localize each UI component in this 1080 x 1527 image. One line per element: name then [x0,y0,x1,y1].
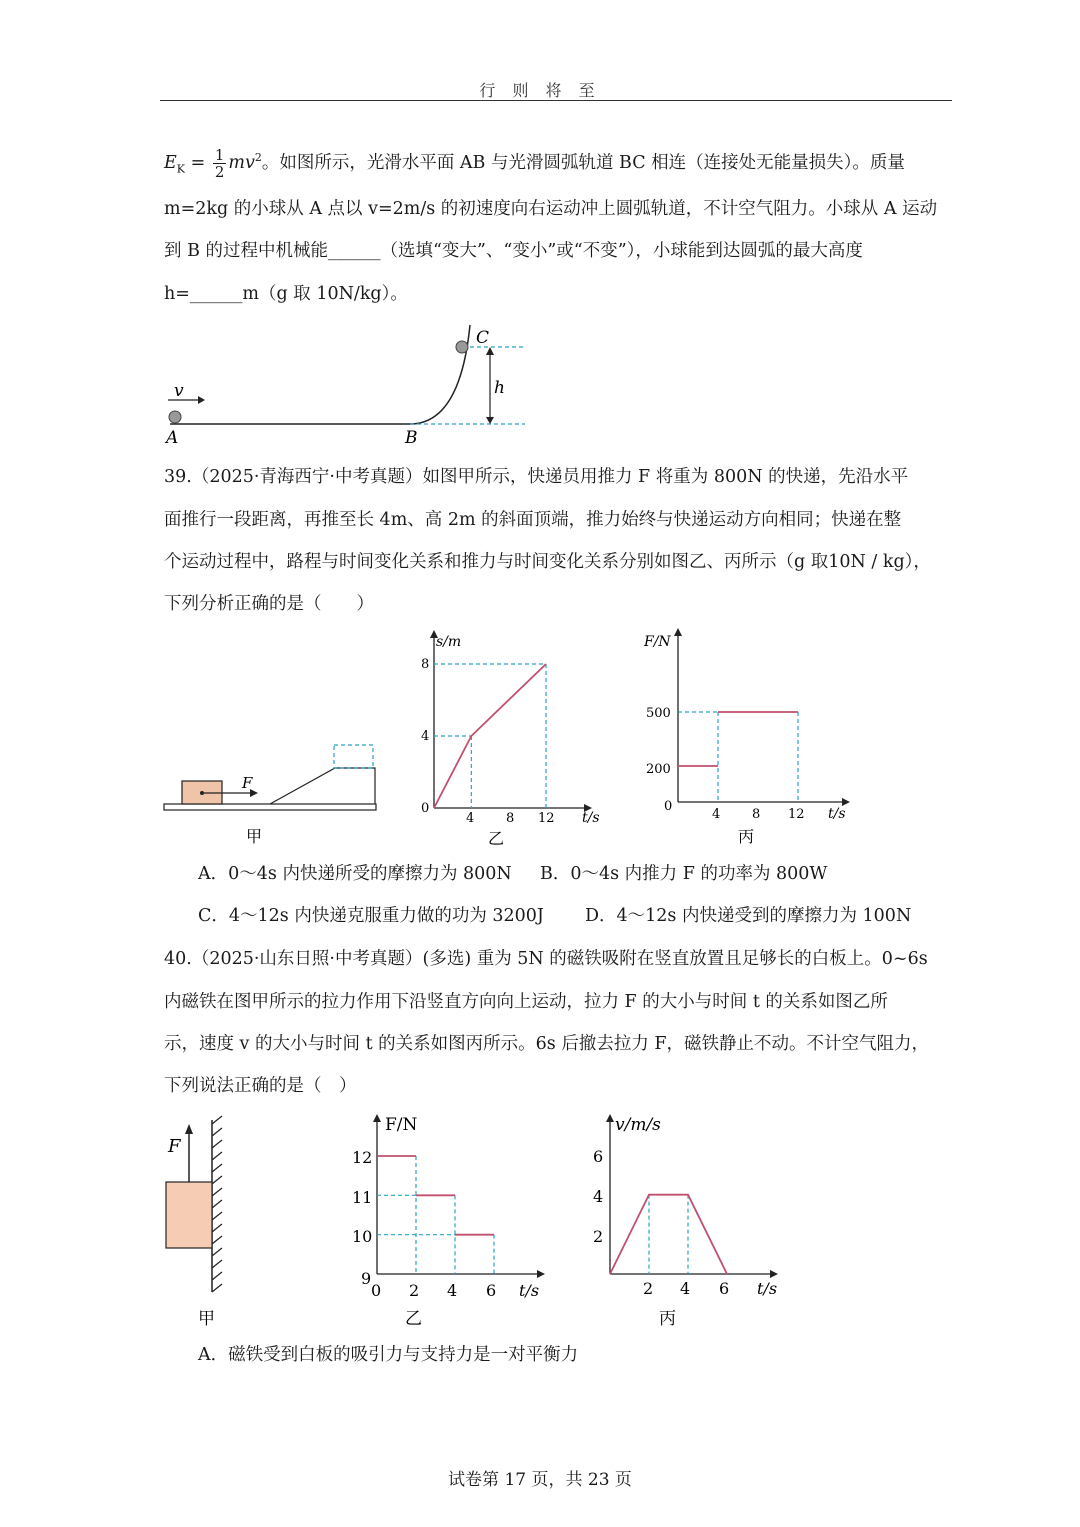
v-t-line [610,1195,727,1274]
q39-fig-jia [160,738,380,848]
v-ytick-4: 4 [593,1187,604,1206]
y-axis-arrow [674,628,682,636]
q38-line-1-text: 。如图所示，光滑水平面 AB 与光滑圆弧轨道 BC 相连（连接处无能量损失）。质量 [261,152,905,173]
caption-jia: 甲 [246,827,263,846]
bing-ytick-200: 200 [646,762,671,777]
v-ytick-2: 2 [593,1227,604,1246]
formula-fraction [213,147,227,180]
x-axis-arrow [842,798,850,806]
f-xlabel: t/s [519,1281,540,1300]
q38-line-2: m=2kg 的小球从 A 点以 v=2m/s 的初速度向右运动冲上圆弧轨道，不计空气阻力。小球从 A 运动 [164,199,938,219]
wall-hatch [212,1248,222,1256]
wall-hatch [212,1200,222,1208]
header-rule [160,100,952,101]
bing-xlabel: t/s [828,806,846,822]
label-c: C [476,328,490,348]
q38-track-figure [160,325,540,448]
wall-hatch [212,1140,222,1148]
ball-at-a [169,411,181,423]
wall-hatch [212,1212,222,1220]
yi-ytick-4: 4 [421,729,430,744]
q38-line-3: 到 B 的过程中机械能______（选填“变大”、“变小”或“不变”），小球能到达圆弧的最大高度 [164,241,863,261]
q39-line-2: 面推行一段距离，再推至长 4m、高 2m 的斜面顶端，推力始终与快递运动方向相同；快递在整 [164,510,902,530]
label-f: F [168,1136,181,1157]
wall-hatch [212,1236,222,1244]
page-header-title: 行 则 将 至 [479,81,601,100]
wall-hatch [212,1176,222,1184]
yi-xtick-8: 8 [506,811,515,826]
bing-xtick-12: 12 [788,807,805,822]
y-axis-arrow [606,1114,614,1122]
q38-line-4: h=______m（g 取 10N/kg）。 [164,284,408,304]
caption-bing: 丙 [659,1309,676,1329]
q39-option-d: D．4～12s 内快递受到的摩擦力为 100N [585,906,912,926]
f-ytick-11: 11 [352,1188,373,1207]
label-b: B [405,428,418,448]
y-axis-arrow [373,1114,381,1122]
q40-fig-jia [160,1112,250,1332]
label-a: A [166,428,179,448]
q40-line-3: 示，速度 v 的大小与时间 t 的关系如图丙所示。6s 后撤去拉力 F，磁铁静止不动。不计空气阻力， [164,1034,930,1054]
wall-hatch [212,1272,222,1280]
magnet-block [166,1182,212,1248]
wall-hatch [212,1116,222,1124]
f-ytick-12: 12 [352,1148,373,1167]
wall-hatch [212,1128,222,1136]
v-xtick-6: 6 [719,1279,730,1298]
formula-den: 2 [214,162,225,181]
caption-yi: 乙 [405,1309,422,1329]
q39-chart-bing [640,630,850,850]
q40-line-2: 内磁铁在图甲所示的拉力作用下沿竖直方向向上运动，拉力 F 的大小与时间 t 的关系如图乙所 [164,992,888,1012]
yi-xtick-12: 12 [538,811,555,826]
yi-ytick-0: 0 [421,801,430,816]
v-xlabel: t/s [757,1279,778,1298]
formula-eq: = [190,152,206,173]
v-xtick-4: 4 [680,1279,691,1298]
ball-at-c [456,341,468,353]
v-xtick-2: 2 [643,1279,654,1298]
formula-num: 1 [214,145,225,164]
page-footer: 试卷第 17 页，共 23 页 [448,1470,632,1490]
wall-hatch [212,1152,222,1160]
wall-hatch [212,1260,222,1268]
wall-hatch [212,1164,222,1172]
f-xtick-6: 6 [486,1281,497,1300]
formula-rhs: mv [228,152,255,173]
q40-line-4: 下列说法正确的是（ ） [164,1076,357,1096]
yi-ylabel: s/m [436,634,462,650]
yi-ytick-8: 8 [421,657,430,672]
wall-hatch [212,1188,222,1196]
bing-xtick-8: 8 [752,807,761,822]
bing-ylabel: F/N [644,634,671,650]
bing-ytick-500: 500 [646,706,671,721]
x-axis-arrow [770,1270,778,1278]
q40-line-1: 40.（2025·山东日照·中考真题）(多选) 重为 5N 的磁铁吸附在竖直放置且足够长的白板上。0~6s [164,949,928,969]
label-h: h [494,378,505,398]
q38-line-1 [164,146,905,181]
wall-hatch [212,1224,222,1232]
f-ytick-10: 10 [352,1227,373,1246]
q40-chart-yi [345,1112,545,1332]
label-f: F [242,774,253,792]
formula-sub: K [176,162,185,176]
q39-line-1: 39.（2025·青海西宁·中考真题）如图甲所示，快递员用推力 F 将重为 800N 的快递，先沿水平 [164,467,909,487]
wall-hatch [212,1284,222,1292]
q40-option-a: A．磁铁受到白板的吸引力与支持力是一对平衡力 [198,1345,579,1365]
bing-xtick-4: 4 [712,807,721,822]
v-ylabel: v/m/s [615,1115,661,1135]
f-ylabel: F/N [385,1115,418,1135]
formula-lhs: E [164,152,177,173]
bing-ytick-0: 0 [664,799,673,814]
formula-sup: 2 [254,151,262,164]
f-xtick-0: 0 [371,1281,382,1300]
q40-chart-bing [585,1112,785,1332]
caption-bing: 丙 [738,827,755,846]
v-ytick-6: 6 [593,1147,604,1166]
label-v: v [174,381,184,401]
yi-xtick-4: 4 [466,811,475,826]
q39-option-c: C．4～12s 内快递克服重力做的功为 3200J [198,906,544,926]
q39-line-4: 下列分析正确的是（ ） [164,594,374,614]
q39-chart-yi [420,630,620,850]
q39-option-b: B．0～4s 内推力 F 的功率为 800W [540,864,828,884]
f-ytick-9: 9 [361,1269,372,1288]
yi-xlabel: t/s [582,810,600,826]
caption-jia: 甲 [198,1309,215,1329]
q39-option-a: A．0～4s 内快递所受的摩擦力为 800N [198,864,512,884]
x-axis-arrow [537,1270,545,1278]
caption-yi: 乙 [488,829,505,848]
q39-line-3: 个运动过程中，路程与时间变化关系和推力与时间变化关系分别如图乙、丙所示（g 取10N / kg）， [164,552,931,572]
f-xtick-2: 2 [409,1281,420,1300]
f-xtick-4: 4 [447,1281,458,1300]
